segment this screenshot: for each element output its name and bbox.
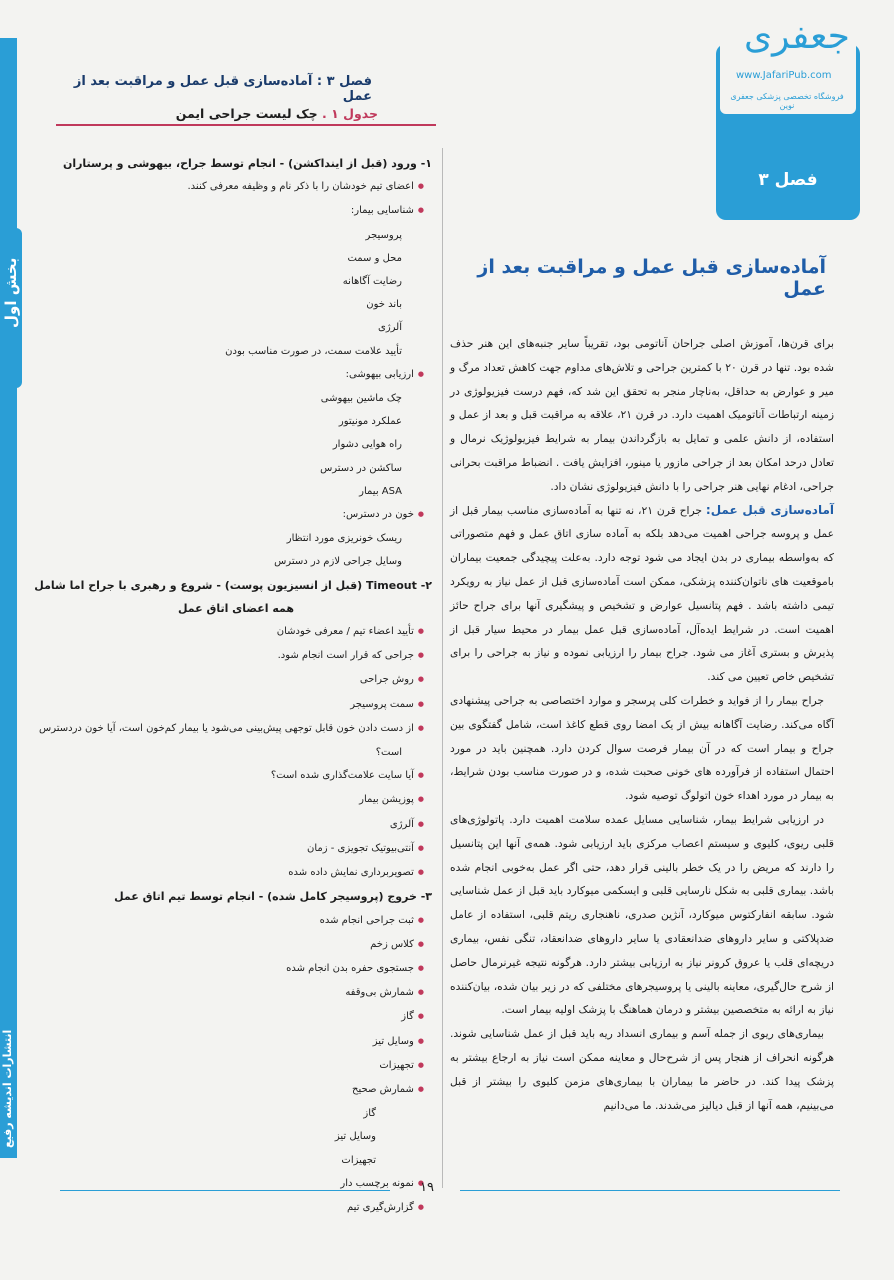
side-tab-bar bbox=[0, 38, 17, 1158]
checklist-item: ● ثبت جراحی انجام شده bbox=[40, 909, 432, 933]
checklist-item: ● روش جراحی bbox=[40, 668, 432, 692]
checklist-item: ● ارزیابی بیهوشی: bbox=[40, 363, 432, 387]
checklist-item: ● از دست دادن خون قابل توجهی پیش‌بینی می‌شود یا بیمار کم‌خون است، آیا خون دردسترس bbox=[40, 717, 432, 741]
checklist-item: ● آلرژی bbox=[40, 813, 432, 837]
checklist-item: ● وسایل تیز bbox=[40, 1030, 432, 1054]
checklist-item: چک ماشین بیهوشی bbox=[320, 393, 402, 405]
checklist-item: وسایل تیز bbox=[334, 1131, 376, 1143]
checklist-item: ● شناسایی بیمار: bbox=[40, 199, 432, 223]
checklist-item: راه هوایی دشوار bbox=[332, 439, 402, 451]
checklist-item: ● آنتی‌بیوتیک تجویزی - زمان bbox=[40, 837, 432, 861]
checklist-item: ● تصویربرداری نمایش داده شده bbox=[40, 861, 432, 885]
table-title bbox=[60, 106, 378, 121]
paragraph-consent: جراح بیمار را از فواید و خطرات کلی پرسجر و موارد اختصاصی به جراحی پیشنهادی آگاه می‌کند. رضایت آگاهانه بیش از یک امضا روی قطع کاغذ است، شامل گفتگوی بین جراح و بیمار است که در آن بیمار فرصت سوال کردن دارد. همچنین باید در مورد احتمال استفاده از فرآورده های خونی صحبت شده، و در صورت مناسب بودن شرایط، به بیمار در مورد اهداء خون اتولوگ توصیه شود. bbox=[450, 693, 834, 803]
checklist-item: همه اعضای اتاق عمل bbox=[177, 601, 295, 615]
paragraph-preop bbox=[450, 499, 834, 689]
page-number: ۱۹ bbox=[420, 1180, 434, 1195]
safe-surgery-checklist bbox=[34, 152, 432, 1220]
checklist-item: آلرژی bbox=[378, 322, 402, 334]
checklist-item: رضایت آگاهانه bbox=[342, 276, 402, 288]
header-rule bbox=[56, 124, 436, 126]
checklist-item: ● شمارش بی‌وقفه bbox=[40, 981, 432, 1005]
chapter-badge: فصل ۳ bbox=[758, 170, 818, 190]
checklist-item: ● نمونه برچسب دار bbox=[40, 1172, 432, 1196]
checklist-item: ● آیا سایت علامت‌گذاری شده است؟ bbox=[40, 764, 432, 788]
checklist-item: ● جراحی که قرار است انجام شود. bbox=[40, 644, 432, 668]
preop-lead: آماده‌سازی قبل عمل: bbox=[705, 502, 835, 517]
brand-logo: جعفری bbox=[744, 16, 850, 57]
checklist-item: ● جستجوی حفره بدن انجام شده bbox=[40, 957, 432, 981]
checklist-item: تجهیزات bbox=[341, 1154, 376, 1166]
checklist-item: ● خون در دسترس: bbox=[40, 503, 432, 527]
paragraph-intro: برای قرن‌ها، آموزش اصلی جراحان آناتومی بود، تقریباً سایر جنبه‌های این هنر حذف شده بود. تنها در قرن ۲۰ با کمترین جراحی و تلاش‌های مداوم جهت کاهش تعداد مرگ و میر و عوارض به حداقل، به‌ناچار منجر به تحقق این شد که، فهم درست فیزیولوژی در زمینه ارتباطات آناتومیک اهمیت دارد. در قرن ۲۱، علاقه به مراقبت قبل و بعد از عمل و استفاده، از دانش علمی و تمایل به بازگرداندن بیمار به شرایط فیزیولوژیک نرمال و تعادل درحد امکان بعد از جراحی مازور یا مینور، افزایش یافت . انضباط مراقبت بحرانی جراحی، ادغام نهایی هنر جراحی را با دانش فیزیولوژی نشان داد. bbox=[450, 337, 835, 493]
checklist-item: تأیید علامت سمت، در صورت مناسب بودن bbox=[225, 345, 402, 357]
footer-rule-right bbox=[460, 1190, 840, 1191]
section-label: بخش اول bbox=[2, 258, 20, 329]
checklist-item: باند خون bbox=[366, 299, 402, 311]
checklist-item: است؟ bbox=[375, 747, 402, 759]
paragraph-assessment: در ارزیابی شرایط بیمار، شناسایی مسایل عمده سلامت اهمیت دارد. پاتولوژی‌های قلبی ریوی، کلیوی و سیستم اعصاب مرکزی باید ارزیابی شود. همه‌ی آنها این پتانسیل را دارند که مریض را در یک خطر بالینی قرار دهد، حتی اگر عمل به‌خوبی انجام شده باشد. بیماری قلبی به شکل نارسایی قلبی و ایسکمی میوکارد باید قبل از عمل شناسایی شود. سابقه انفارکتوس میوکارد، آنژین صدری، ناهنجاری ریتم قلبی، استفاده از عامل ضدپلاکتی و سایر داروهای ضدانعقادی یا سایر داروهای ضدانعقاد، تنگی نفس، بیماری دریچه‌ای قلب یا عروق کرونر نیاز به ارزیابی بیشتر دارد. هرگونه نتیجه غیرنرمال حاصل از شرح حال‌گیری، معاینه بالینی یا پروسیجرهای مختلفی که در زیر بیان شده، بیان‌کننده نیاز به ارائه به متخصصین بیشتر و درمان هماهنگ با پزشک اولیه بیمار است. bbox=[450, 812, 834, 1017]
body-text bbox=[450, 332, 834, 1117]
checklist-item: ● پوزیشن بیمار bbox=[40, 788, 432, 812]
checklist-item: ● تأیید اعضاء تیم / معرفی خودشان bbox=[40, 620, 432, 644]
checklist-item: ریسک خونریزی مورد انتظار bbox=[286, 533, 402, 545]
checklist-item: ● اعضای تیم خودشان را با ذکر نام و وظیفه معرفی کنند. bbox=[40, 175, 432, 199]
checklist-item: ● تجهیزات bbox=[40, 1054, 432, 1078]
publisher-label: انتشارات اندیشه رفیع bbox=[1, 1030, 14, 1149]
checklist-item: محل و سمت bbox=[347, 252, 402, 264]
preop-text: جراح قرن ۲۱، نه تنها به آماده‌سازی مناسب بیمار قبل از عمل و پروسه جراحی اهمیت می‌دهد بلکه به آماده سازی اتاق عمل و فهم متصوراتی که به‌واسطه بیماری در بدن ایجاد می شود توجه دارد. به‌علت پیچیدگی جمعیت بیماران باموقعیت های ناتوان‌کننده پزشکی، ممکن است آماده‌سازی قبل از عمل نیاز به رویکرد تیمی داشته باشد . فهم پتانسیل عوارض و تشخیص و پیشگیری آنها برای جراح حائز اهمیت است. در شرایط ایده‌آل، آماده‌سازی قبل عمل بیمار در محیط سیار قبل از پذیرش و بستری آغاز می شود. جراح بیمار را ارزیابی نموده و نیاز به جراحی را برای تشخیص خاص تعیین می کند. bbox=[450, 503, 834, 684]
column-divider bbox=[442, 148, 443, 1188]
checklist-item: ● شمارش صحیح bbox=[40, 1078, 432, 1102]
chapter-header: فصل ۳ : آماده‌سازی قبل عمل و مراقبت بعد از عمل bbox=[73, 74, 372, 104]
brand-tagline: فروشگاه تخصصی پزشکی جعفری نوین bbox=[730, 92, 844, 110]
checklist-item: وسایل جراحی لازم در دسترس bbox=[274, 556, 402, 568]
checklist-item: ● گاز bbox=[40, 1005, 432, 1029]
checklist-item: ۳- خروج (پروسیجر کامل شده) - انجام توسط تیم اتاق عمل bbox=[114, 890, 432, 904]
checklist-item: پروسیجر bbox=[365, 229, 402, 241]
checklist-item: ● کلاس زخم bbox=[40, 933, 432, 957]
table-number: جدول ۱ . bbox=[322, 106, 378, 121]
checklist-item: عملکرد مونیتور bbox=[338, 416, 402, 428]
table-title-text: چک لیست جراحی ایمن bbox=[175, 106, 318, 121]
checklist-item: گاز bbox=[363, 1108, 376, 1120]
brand-url: www.JafariPub.com bbox=[736, 70, 832, 81]
footer-rule-left bbox=[60, 1190, 390, 1191]
checklist-item: ۱- ورود (قبل از اینداکشن) - انجام توسط جراح، بیهوشی و پرستاران bbox=[62, 157, 432, 170]
checklist-item: ساکشن در دسترس bbox=[320, 462, 402, 474]
checklist-item: ● سمت پروسیجر bbox=[40, 693, 432, 717]
section-title: آماده‌سازی قبل عمل و مراقبت بعد از عمل bbox=[477, 256, 826, 300]
paragraph-pulmonary: بیماری‌های ریوی از جمله آسم و بیماری انسداد ریه باید قبل از عمل شناسایی شوند. هرگونه انحراف از هنجار پس از شرح‌حال و معاینه ممکن است نیاز به ارجاع بیشتر به پزشک پیدا کند. در حاضر ما بیماران با بیماری‌های مزمن کلیوی را بیشتر از قبل می‌بینیم، همه آنها از قبل دیالیز می‌شدند. ما می‌دانیم bbox=[450, 1027, 834, 1112]
checklist-item: ASA بیمار bbox=[359, 485, 402, 497]
checklist-item: ۲- Timeout (قبل از انسیزیون پوست) - شروع و رهبری با جراح اما شامل bbox=[34, 578, 432, 592]
checklist-item: ● گزارش‌گیری تیم bbox=[40, 1196, 432, 1220]
